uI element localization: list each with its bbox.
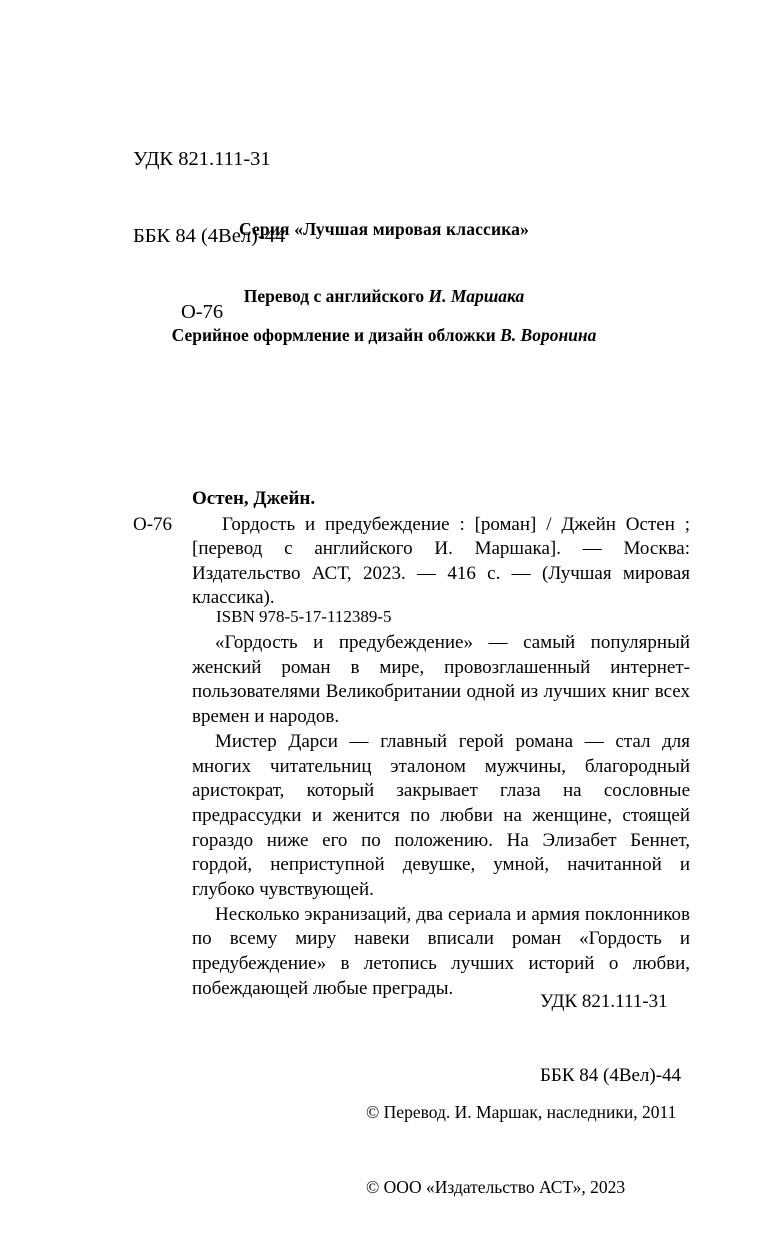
annotation-paragraph-2: Мистер Дарси — главный герой романа — стал для многих читательниц эталоном мужчины, благородный аристократ, который закрывает глаза на сословные предрассудки и женится по любви на женщине, стоящей гораздо ниже его по положению. На Элизабет Беннет, гордой, неприступной девушке, умной, начитанной и глубоко чувствующей. (192, 730, 690, 901)
copyright-publisher: © ООО «Издательство АСТ», 2023 (366, 1177, 626, 1197)
udk-code-bottom: УДК 821.111-31 (540, 991, 668, 1012)
annotation-paragraph-3: Несколько экранизаций, два сериала и армия поклонников по всему миру навеки вписали роман «Гордость и предубеждение» в летопись лучших историй о любви, побеждающей любые преграды. (192, 903, 690, 999)
udk-code-top: УДК 821.111-31 (133, 148, 271, 170)
catalog-shelf-code: О-76 (133, 513, 173, 535)
copyright-block (366, 1050, 676, 1250)
designer-name: В. Воронина (500, 325, 597, 345)
series-title: Серия «Лучшая мировая классика» (239, 219, 529, 239)
design-credit (0, 325, 768, 346)
design-credit-prefix: Серийное оформление и дизайн обложки (171, 325, 501, 345)
catalog-body (133, 513, 690, 611)
catalog-card (133, 487, 690, 611)
translation-credit (0, 286, 768, 307)
catalog-description: Гордость и предубеждение : [роман] / Джейн Остен ; [перевод с английского И. Маршака]. — Москва: Издательство АСТ, 2023. — 416 с. — (Лучшая мировая классика). (192, 513, 690, 609)
translation-credit-prefix: Перевод с английского (243, 286, 429, 306)
bbk-code-top: ББК 84 (4Вел)-44 (133, 224, 286, 247)
author-sign-code-top: О-76 (181, 301, 224, 323)
isbn-line: ISBN 978-5-17-112389-5 (216, 607, 392, 626)
bbk-code-bottom: ББК 84 (4Вел)-44 (540, 1064, 682, 1086)
translator-name: И. Маршака (428, 286, 525, 306)
annotation-paragraph-1: «Гордость и предубеждение» — самый популярный женский роман в мире, провозглашенный интернет-пользователями Великобритании одной из лучших книг всех времен и народов. (192, 632, 690, 728)
copyright-translation: © Перевод. И. Маршак, наследники, 2011 (366, 1102, 677, 1122)
catalog-author-name: Остен, Джейн. (192, 488, 316, 509)
